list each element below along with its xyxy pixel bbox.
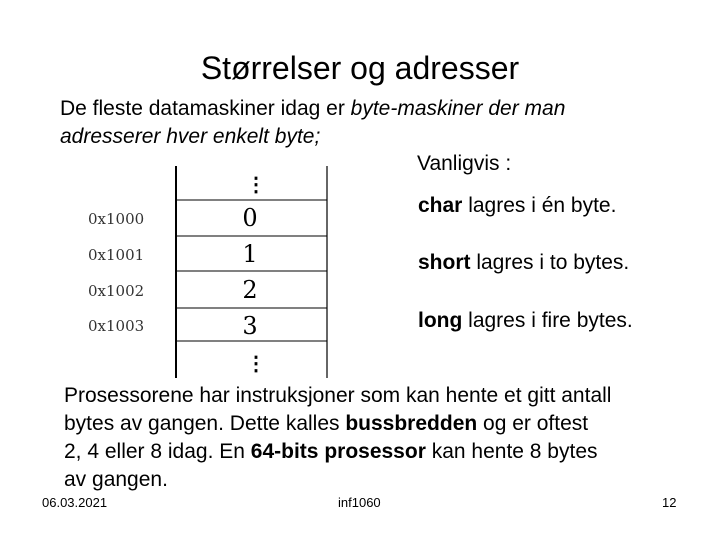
intro-line2-italic: adresserer hver enkelt byte; [60, 125, 321, 148]
paragraph-text: 2, 4 eller 8 idag. En [64, 440, 251, 463]
intro-text [60, 95, 565, 151]
paragraph-text: og er oftest [477, 412, 589, 435]
rule-keyword: short [418, 251, 471, 274]
memory-ellipsis-top: ⋮ [246, 172, 266, 196]
rule-text: lagres i to bytes. [470, 251, 630, 274]
memory-address: 0x1003 [88, 317, 145, 335]
rule-keyword: long [418, 309, 463, 332]
usually-label: Vanligvis : [417, 152, 512, 175]
intro-line1-plain: De fleste datamaskiner idag er [60, 97, 351, 120]
paragraph-text: bytes av gangen. Dette kalles [64, 412, 346, 435]
footer-page-number: 12 [662, 495, 677, 510]
memory-value: 0 [242, 204, 258, 232]
memory-diagram [80, 160, 340, 382]
rule-short [418, 249, 629, 277]
rule-long [418, 307, 633, 335]
memory-address: 0x1000 [88, 210, 145, 228]
memory-ellipsis-bottom: ⋮ [246, 351, 266, 375]
paragraph-line: Prosessorene har instruksjoner som kan hente et gitt antall [64, 384, 612, 407]
rule-text: lagres i fire bytes. [462, 309, 633, 332]
intro-line1-italic: byte-maskiner der man [350, 97, 566, 120]
memory-value: 1 [242, 240, 258, 268]
memory-value: 2 [242, 276, 258, 304]
slide-title: Størrelser og adresser [200, 50, 520, 86]
rule-text: lagres i én byte. [462, 194, 617, 217]
memory-value: 3 [242, 312, 258, 340]
footer-course: inf1060 [338, 495, 381, 510]
paragraph-line [64, 410, 714, 438]
rule-char [418, 192, 616, 220]
paragraph-line [64, 438, 714, 466]
memory-address: 0x1001 [88, 246, 145, 264]
paragraph-text: kan hente 8 bytes [425, 440, 598, 463]
rule-keyword: char [418, 194, 463, 217]
memory-address: 0x1002 [88, 282, 145, 300]
paragraph-bold: 64-bits prosessor [250, 440, 426, 463]
paragraph-line: av gangen. [64, 468, 168, 491]
footer-date: 06.03.2021 [42, 495, 108, 510]
paragraph-bold: bussbredden [345, 412, 478, 435]
bus-width-paragraph [64, 382, 714, 494]
